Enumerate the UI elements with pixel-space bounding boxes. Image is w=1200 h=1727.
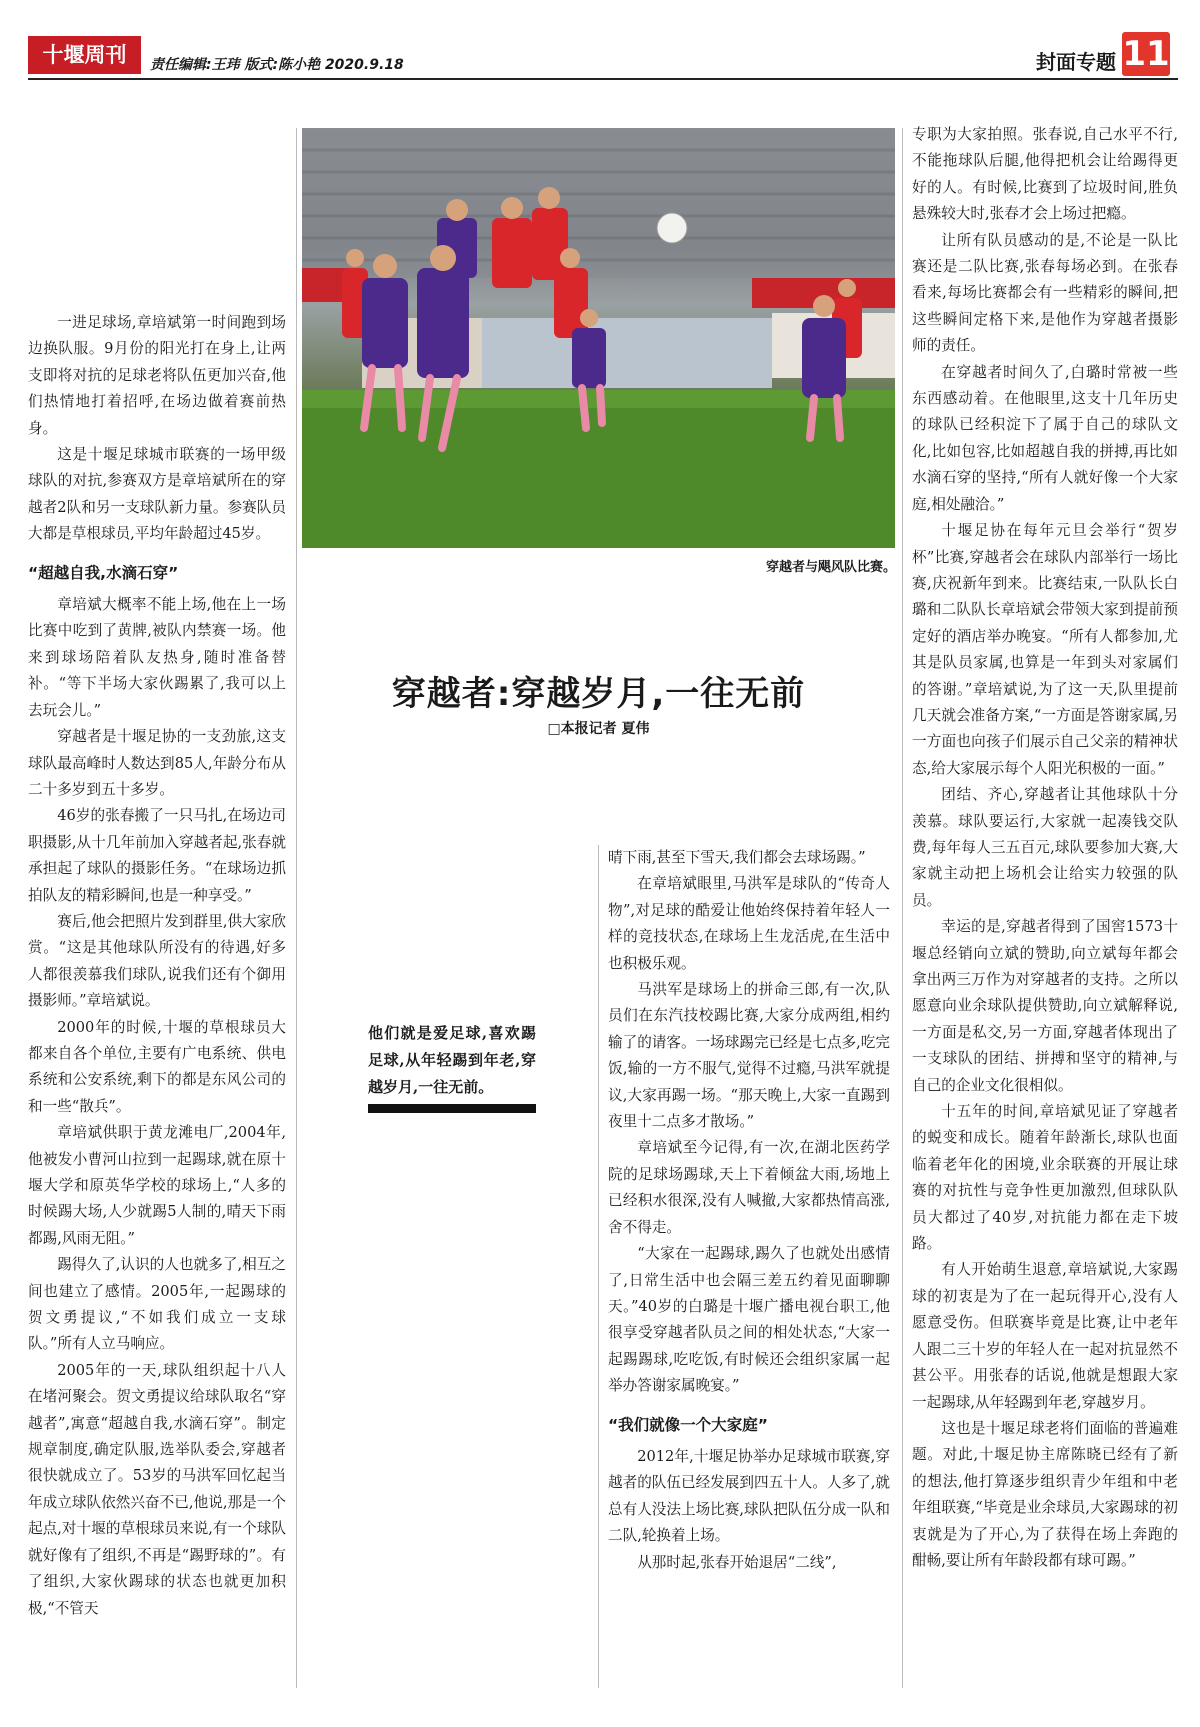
paragraph: 这是十堰足球城市联赛的一场甲级球队的对抗,参赛双方是章培斌所在的穿越者2队和另一支球队新力量。参赛队员大都是草根球员,平均年龄超过45岁。 (28, 446, 286, 543)
subheading: “超越自我,水滴石穿” (28, 563, 179, 582)
paragraph: 46岁的张春搬了一只马扎,在场边司职摄影,从十几年前加入穿越者起,张春就承担起了球队的摄影任务。“在球场边抓拍队友的精彩瞬间,也是一种享受。” (28, 807, 286, 904)
column-divider (902, 128, 903, 1688)
paragraph: 幸运的是,穿越者得到了国窖1573十堰总经销向立斌的赞助,向立斌每年都会拿出两三万作为对穿越者的支持。之所以愿意向业余球队提供赞助,向立斌解释说,一方面是私交,另一方面,穿越者体现出了一支球队的团结、拼搏和坚守的精神,与自己的企业文化很相似。 (912, 918, 1178, 1094)
page-number: 11 (1122, 34, 1170, 74)
paragraph: 团结、齐心,穿越者让其他球队十分羡慕。球队要运行,大家就一起凑钱交队费,每年每人三五百元,球队要参加大赛,大家就主动把上场机会让给实力较强的队员。 (912, 786, 1178, 909)
paragraph: 2005年的一天,球队组织起十八人在堵河聚会。贺文勇提议给球队取名“穿越者”,寓意“超越自我,水滴石穿”。制定规章制度,确定队服,选举队委会,穿越者很快就成立了。53岁的马洪军回忆起当年成立球队依然兴奋不已,他说,那是一个起点,对十堰的草根球员来说,有一个球队就好像有了组织,不再是“踢野球的”。有了组织,大家伙踢球的状态也就更加积极,“不管天 (28, 1361, 286, 1617)
column-divider (598, 845, 599, 1688)
paragraph: 2012年,十堰足协举办足球城市联赛,穿越者的队伍已经发展到四五十人。人多了,就总有人没法上场比赛,球队把队伍分成一队和二队,轮换着上场。 (608, 1447, 890, 1545)
paragraph: 在章培斌眼里,马洪军是球队的“传奇人物”,对足球的酷爱让他始终保持着年轻人一样的竞技状态,在球场上生龙活虎,在生活中也积极乐观。 (608, 875, 890, 972)
paragraph: 这也是十堰足球老将们面临的普遍难题。对此,十堰足协主席陈晓已经有了新的想法,他打算逐步组织青少年组和中老年组联赛,“毕竟是业余球员,大家踢球的初衷就是为了开心,为了获得在场上奔跑的酣畅,要让所有年龄段都有球可踢。” (912, 1419, 1178, 1569)
paragraph: 从那时起,张春开始退居“二线”, (637, 1553, 837, 1571)
paragraph: 有人开始萌生退意,章培斌说,大家踢球的初衷是为了在一起玩得开心,没有人愿意受伤。但联赛毕竟是比赛,让中老年人跟二三十岁的年轻人在一起对抗显然不甚公平。用张春的话说,他就是想跟大家一起踢球,从年轻踢到年老,穿越岁月。 (912, 1261, 1178, 1411)
paragraph: 一进足球场,章培斌第一时间跑到场边换队服。9月份的阳光打在身上,让两支即将对抗的足球老将队伍更加兴奋,他们热情地打着招呼,在场边做着赛前热身。 (28, 314, 286, 437)
paragraph: 在穿越者时间久了,白璐时常被一些东西感动着。在他眼里,这支十几年历史的球队已经积淀下了属于自己的球队文化,比如包容,比如超越自我的拼搏,再比如水滴石穿的坚持,“所有人就好像一个大家庭,相处融洽。” (912, 363, 1178, 513)
paragraph: 踢得久了,认识的人也就多了,相互之间也建立了感情。2005年,一起踢球的贺文勇提议,“不如我们成立一支球队。”所有人立马响应。 (28, 1256, 286, 1353)
paragraph: 十堰足协在每年元旦会举行“贺岁杯”比赛,穿越者会在球队内部举行一场比赛,庆祝新年到来。比赛结束,一队队长白璐和二队队长章培斌会带领大家到提前预定好的酒店举办晚宴。“所有人都参加,尤其是队员家属,也算是一年到头对家属们的答谢。”章培斌说,为了这一天,队里提前几天就会准备方案,“一方面是答谢家属,另一方面也向孩子们展示自己父亲的精神状态,给大家展示每个人阳光积极的一面。” (912, 522, 1178, 777)
match-illustration (302, 128, 895, 548)
text-column-2 (608, 845, 890, 1576)
stadium-stands (302, 128, 895, 278)
paragraph: 专职为大家拍照。张春说,自己水平不行,不能拖球队后腿,他得把机会让给踢得更好的人。有时候,比赛到了垃圾时间,胜负悬殊较大时,张春才会上场过把瘾。 (912, 126, 1178, 223)
article-headline: 穿越者:穿越岁月,一往无前 (391, 674, 806, 714)
photo-caption: 穿越者与飓风队比赛。 (765, 560, 896, 575)
newspaper-logo: 十堰周刊 (28, 36, 141, 74)
paragraph: 让所有队员感动的是,不论是一队比赛还是二队比赛,张春每场必到。在张春看来,每场比赛都会有一些精彩的瞬间,把这些瞬间定格下来,是他作为穿越者摄影师的责任。 (912, 231, 1178, 355)
paragraph: “大家在一起踢球,踢久了也就处出感情了,日常生活中也会隔三差五约着见面聊聊天。”40岁的白璐是十堰广播电视台职工,他很享受穿越者队员之间的相处状态,“大家一起踢踢球,吃吃饭,有时候还会组织家属一起举办答谢家属晚宴。” (608, 1245, 890, 1395)
header-rule (28, 78, 1178, 80)
pull-quote: 他们就是爱足球,喜欢踢足球,从年轻踢到年老,穿越岁月,一往无前。 (368, 1024, 536, 1096)
paragraph: 十五年的时间,章培斌见证了穿越者的蜕变和成长。随着年龄渐长,球队也面临着老年化的困境,业余联赛的开展让球赛的对抗性与竞争性更加激烈,但球队队员大都过了40岁,对抗能力都在走下坡路。 (912, 1103, 1178, 1253)
column-divider (296, 128, 297, 1688)
text-column-3 (912, 122, 1178, 1574)
article-byline: □本报记者 夏伟 (547, 721, 650, 737)
football (657, 213, 687, 243)
paragraph: 晴下雨,甚至下雪天,我们都会去球场踢。” (608, 849, 866, 866)
paragraph: 章培斌至今记得,有一次,在湖北医药学院的足球场踢球,天上下着倾盆大雨,场地上已经积水很深,没有人喊撤,大家都热情高涨,舍不得走。 (608, 1139, 890, 1236)
paragraph: 赛后,他会把照片发到群里,供大家欣赏。“这是其他球队所没有的待遇,好多人都很羡慕我们球队,说我们还有个御用摄影师。”章培斌说。 (28, 912, 286, 1010)
editor-credits: 责任编辑:王玮 版式:陈小艳 2020.9.18 (150, 57, 404, 73)
paragraph: 章培斌供职于黄龙滩电厂,2004年,他被发小曹河山拉到一起踢球,就在原十堰大学和原英华学校的球场上,“人多的时候踢大场,人少就踢5人制的,晴天下雨都踢,风雨无阻。” (28, 1124, 286, 1247)
paragraph: 章培斌大概率不能上场,他在上一场比赛中吃到了黄牌,被队内禁赛一场。他来到球场陪着队友热身,随时准备替补。“等下半场大家伙踢累了,我可以上去玩会儿。” (28, 596, 286, 719)
paragraph: 马洪军是球场上的拼命三郎,有一次,队员们在东汽技校踢比赛,大家分成两组,相约输了的请客。一场球踢完已经是七点多,吃完饭,输的一方不服气,觉得不过瘾,马洪军就提议,大家再踢一场。“那天晚上,大家一直踢到夜里十二点多才散场。” (608, 981, 890, 1131)
paragraph: 2000年的时候,十堰的草根球员大都来自各个单位,主要有广电系统、供电系统和公安系统,剩下的都是东风公司的和一些“散兵”。 (28, 1018, 286, 1115)
match-photo (302, 128, 895, 548)
ad-board (482, 318, 772, 388)
section-title: 封面专题 (1036, 50, 1116, 74)
text-column-1 (28, 310, 286, 1622)
subheading: “我们就像一个大家庭” (608, 1415, 768, 1434)
pull-quote-bar (368, 1104, 536, 1113)
paragraph: 穿越者是十堰足协的一支劲旅,这支球队最高峰时人数达到85人,年龄分布从二十多岁到五十多岁。 (28, 728, 286, 798)
page-header (28, 28, 1178, 80)
